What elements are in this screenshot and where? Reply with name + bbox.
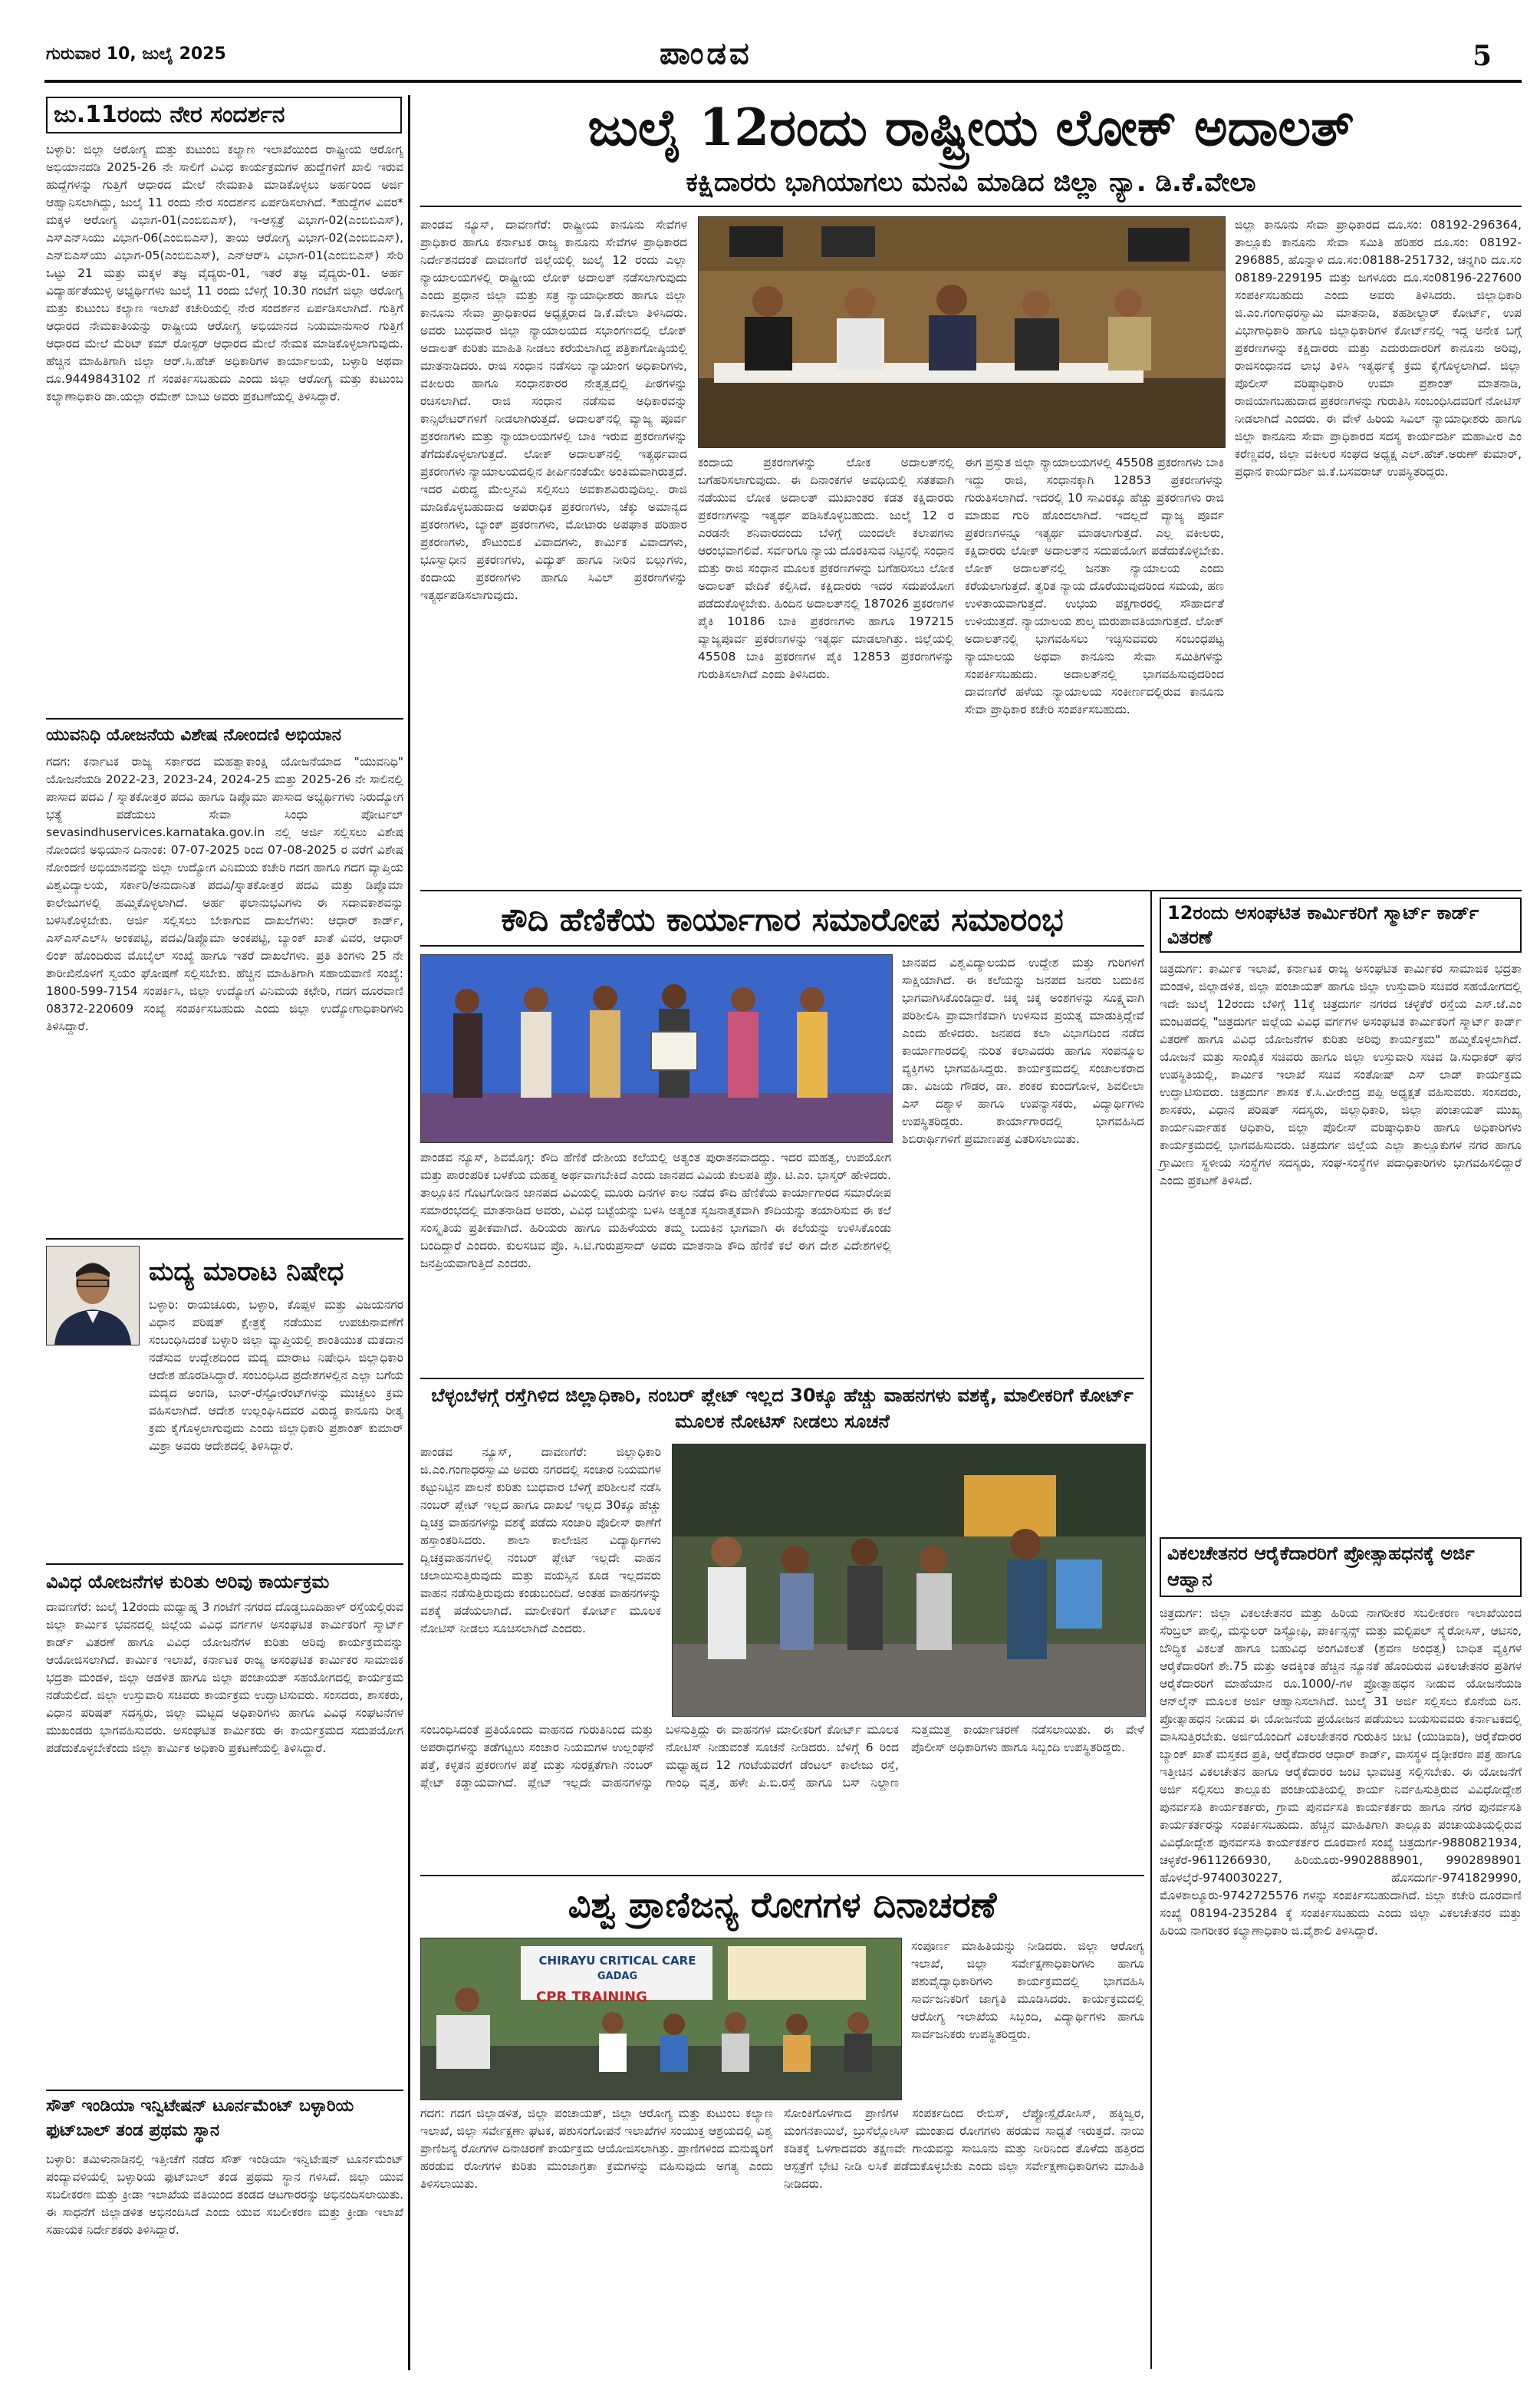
article-title-interview: ಜು.11ರಂದು ನೇರ ಸಂದರ್ಶನ <box>46 97 402 133</box>
main-bottom-rule <box>420 890 1522 891</box>
main-story-col-1: ಪಾಂಡವ ನ್ಯೂಸ್, ದಾವಣಗೆರೆ: ರಾಷ್ಟ್ರೀಯ ಕಾನೂನು ಸೇವೆಗಳ ಪ್ರಾಧಿಕಾರ ಹಾಗೂ ಕರ್ನಾಟಕ ರಾಜ್ಯ ಕಾನೂನು ಸೇವೆಗಳ ಪ್ರಾಧಿಕಾರದ ನಿರ್ದೇಶನದಂತೆ ದಾವಣಗೆರೆ ಜಿಲ್ಲೆಯಲ್ಲಿ ಜುಲೈ 12 ರಂದು ಎಲ್ಲಾ ನ್ಯಾಯಾಲಯಗಳಲ್ಲಿ ರಾಷ್ಟ್ರೀಯ ಲೋಕ್ ಅದಾಲತ್ ನಡೆಸಲಾಗುವುದು ಎಂದು ಪ್ರಧಾನ ಜಿಲ್ಲಾ ಮತ್ತು ಸತ್ರ ನ್ಯಾಯಾಧೀಶರು ಹಾಗೂ ಜಿಲ್ಲಾ ಕಾನೂನು ಸೇವಾ ಪ್ರಾಧಿಕಾರದ ಅಧ್ಯಕ್ಷರಾದ ಡಿ.ಕೆ.ವೇಲಾ ತಿಳಿಸಿದರು. ಅವರು ಬುಧವಾರ ಜಿಲ್ಲಾ ನ್ಯಾಯಾಲಯದ ಸಭಾಂಗಣದಲ್ಲಿ ಲೋಕ್ ಅದಾಲತ್ ಕುರಿತು ಮಾಹಿತಿ ನೀಡಲು ಕರೆಯಲಾಗಿದ್ದ ಪತ್ರಿಕಾಗೋಷ್ಠಿಯಲ್ಲಿ ಮಾತನಾಡಿದರು. ರಾಜಿ ಸಂಧಾನ ನಡೆಸಲು ನ್ಯಾಯಾಂಗ ಅಧಿಕಾರಿಗಳು, ವಕೀಲರು ಹಾಗೂ ಸಂಧಾನಕಾರರ ನೇತೃತ್ವದಲ್ಲಿ ಪೀಠಗಳನ್ನು ರಚಿಸಲಾಗಿದೆ. ರಾಜಿ ಸಂಧಾನ ನಡೆಸುವ ಅಧಿಕಾರವನ್ನು ಕಾನ್ಸಿಲೇಟರ್‌ಗಳಿಗೆ ನೀಡಲಾಗಿರುತ್ತದೆ. ಅದಾಲತ್‌ನಲ್ಲಿ ವ್ಯಾಜ್ಯ ಪೂರ್ವ ಪ್ರಕರಣಗಳು ಮತ್ತು ನ್ಯಾಯಾಲಯಗಳಲ್ಲಿ ಬಾಕಿ ಇರುವ ಪ್ರಕರಣಗಳನ್ನು ತೆಗೆದುಕೊಳ್ಳಲಾಗುತ್ತದೆ. ಲೋಕ್ ಅದಾಲತ್‌ನಲ್ಲಿ ಇತ್ಯರ್ಥವಾದ ಪ್ರಕರಣಗಳು ನ್ಯಾಯಾಲಯದಲ್ಲಿನ ತೀರ್ಪಿನಂತೆಯೇ ಅಂತಿಮವಾಗಿರುತ್ತದೆ. ಇದರ ವಿರುದ್ಧ ಮೇಲ್ಮನವಿ ಸಲ್ಲಿಸಲು ಅವಕಾಶವಿರುವುದಿಲ್ಲ. ರಾಜಿ ಮಾಡಿಕೊಳ್ಳಬಹುದಾದ ಅಪರಾಧಿಕ ಪ್ರಕರಣಗಳು, ಚೆಕ್ಕು ಅಮಾನ್ಯದ ಪ್ರಕರಣಗಳು, ಬ್ಯಾಂಕ್ ಪ್ರಕರಣಗಳು, ಮೋಟಾರು ಅಪಘಾತ ಪರಿಹಾರ ಪ್ರಕರಣಗಳು, ಕೌಟುಂಬಿಕ ವಿವಾದಗಳು, ಕಾರ್ಮಿಕ ವಿವಾದಗಳು, ಭೂಸ್ವಾಧೀನ ಪ್ರಕರಣಗಳು, ವಿದ್ಯುತ್ ಹಾಗೂ ನೀರಿನ ಬಿಲ್ಲುಗಳು, ಕಂದಾಯ ಪ್ರಕರಣಗಳು ಹಾಗೂ ಸಿವಿಲ್ ಪ್ರಕರಣಗಳನ್ನು ಇತ್ಯರ್ಥಪಡಿಸಲಾಗುವುದು. <box>420 218 687 602</box>
kaudi-headline: ಕೌದಿ ಹೆಣಿಕೆಯ ಕಾರ್ಯಾಗಾರ ಸಮಾರೋಪ ಸಮಾರಂಭ <box>501 901 1064 938</box>
center-right-divider <box>1150 891 1152 2369</box>
paper-name: ಪಾಂಡವ <box>660 35 752 71</box>
article-body-yuvanidhi: ಗದಗ: ಕರ್ನಾಟಕ ರಾಜ್ಯ ಸರ್ಕಾರದ ಮಹತ್ವಾಕಾಂಕ್ಷಿ ಯೋಜನೆಯಾದ "ಯುವನಿಧಿ" ಯೋಜನೆಯಡಿ 2022-23, 2023-24, 2024-25 ಮತ್ತು 2025-26 ನೇ ಸಾಲಿನಲ್ಲಿ ಪಾಸಾದ ಪದವಿ / ಸ್ನಾತಕೋತ್ತರ ಪದವಿ ಹಾಗೂ ಡಿಪ್ಲೊಮಾ ಪಾಸಾದ ಅಭ್ಯರ್ಥಿಗಳು ನಿರುದ್ಯೋಗ ಭತ್ಯೆ ಪಡೆಯಲು ಸೇವಾ ಸಿಂಧು ಪೋರ್ಟಲ್ sevasindhuservices.karnataka.gov.in ನಲ್ಲಿ ಅರ್ಜಿ ಸಲ್ಲಿಸಲು ವಿಶೇಷ ನೋಂದಣಿ ಅಭಿಯಾನ ದಿನಾಂಕ: 07-07-2025 ರಿಂದ 07-08-2025 ರ ವರೆಗೆ ವಿಶೇಷ ನೋಂದಣಿ ಅಭಿಯಾನವನ್ನು ಜಿಲ್ಲಾ ಉದ್ಯೋಗ ವಿನಿಮಯ ಕಚೇರಿ ಗದಗ ಹಾಗೂ ಗದಗ ವ್ಯಾಪ್ತಿಯ ವಿಶ್ವವಿದ್ಯಾಲಯ, ಸರ್ಕಾರಿ/ಅನುದಾನಿತ ಪದವಿ/ಸ್ನಾತಕೋತ್ತರ ಪದವಿ ಮತ್ತು ಡಿಪ್ಲೊಮಾ ಕಾಲೇಜುಗಳಲ್ಲಿ ಹಮ್ಮಿಕೊಳ್ಳಲಾಗಿದೆ. ಅರ್ಹ ಫಲಾನುಭವಿಗಳು ಈ ಸದಾವಕಾಶವನ್ನು ಬಳಸಿಕೊಳ್ಳಬೇಕು. ಅರ್ಜಿ ಸಲ್ಲಿಸಲು ಬೇಕಾಗುವ ದಾಖಲೆಗಳು: ಆಧಾರ್ ಕಾರ್ಡ್, ಎಸ್‌ಎಸ್‌ಎಲ್‌ಸಿ ಅಂಕಪಟ್ಟಿ, ಪದವಿ/ಡಿಪ್ಲೊಮಾ ಅಂಕಪಟ್ಟಿ, ಬ್ಯಾಂಕ್ ಖಾತೆ ವಿವರ, ಆಧಾರ್ ಲಿಂಕ್ ಹೊಂದಿರುವ ಮೊಬೈಲ್ ಸಂಖ್ಯೆ ಹಾಗೂ ಇತರೆ ದಾಖಲೆಗಳು. ಪ್ರತಿ ತಿಂಗಳು 25 ನೇ ತಾರೀಖಿನೊಳಗೆ ಸ್ವಯಂ ಘೋಷಣೆ ಸಲ್ಲಿಸಬೇಕು. ಹೆಚ್ಚಿನ ಮಾಹಿತಿಗಾಗಿ ಸಹಾಯವಾಣಿ ಸಂಖ್ಯೆ: 1800-599-7154 ಸಂಪರ್ಕಿಸಿ, ಜಿಲ್ಲಾ ಉದ್ಯೋಗ ವಿನಿಮಯ ಕಛೇರಿ, ಗದಗ ದೂರವಾಣಿ 08372-220609 ಸಂಖ್ಯೆ ಸಂಪರ್ಕಿಸಬಹುದು ಎಂದು ಜಿಲ್ಲಾ ಉದ್ಯೋಗಾಧಿಕಾರಿಗಳು ತಿಳಿಸಿದ್ದಾರೆ. <box>46 755 403 1033</box>
portrait-photo <box>46 1246 140 1345</box>
article-title-football: ಸೌತ್ ಇಂಡಿಯಾ ಇನ್ವಿಟೇಷನ್ ಟೂರ್ನಮೆಂಟ್ ಬಳ್ಳಾರಿಯ ಫುಟ್‌ಬಾಲ್ ತಂಡ ಪ್ರಥಮ ಸ್ಥಾನ <box>46 2096 354 2140</box>
main-headline: ಜುಲೈ 12ರಂದು ರಾಷ್ಟ್ರೀಯ ಲೋಕ್ ಅದಾಲತ್ <box>587 97 1354 157</box>
page-number: 5 <box>1473 40 1492 72</box>
article-body-football: ಬಳ್ಳಾರಿ: ತಮಿಳುನಾಡಿನಲ್ಲಿ ಇತ್ತೀಚೆಗೆ ನಡೆದ ಸೌತ್ ಇಂಡಿಯಾ ಇನ್ವಿಟೇಷನ್ ಟೂರ್ನಮೆಂಟ್ ಪಂದ್ಯಾವಳಿಯಲ್ಲಿ ಬಳ್ಳಾರಿಯ ಫುಟ್‌ಬಾಲ್ ತಂಡ ಪ್ರಥಮ ಸ್ಥಾನ ಗಳಿಸಿದೆ. ಜಿಲ್ಲಾ ಯುವ ಸಬಲೀಕರಣ ಮತ್ತು ಕ್ರೀಡಾ ಇಲಾಖೆಯ ವತಿಯಿಂದ ತಂಡದ ಆಟಗಾರರನ್ನು ಅಭಿನಂದಿಸಲಾಯಿತು. ಈ ಸಾಧನೆಗೆ ಜಿಲ್ಲಾಡಳಿತ ಅಭಿನಂದಿಸಿದೆ ಎಂದು ಯುವ ಸಬಲೀಕರಣ ಮತ್ತು ಕ್ರೀಡಾ ಇಲಾಖೆ ಸಹಾಯಕ ನಿರ್ದೇಶಕರು ತಿಳಿಸಿದ್ದಾರೆ. <box>46 2152 403 2237</box>
vehicles-headline: ಬೆಳ್ಳಂಬೆಳಗ್ಗೆ ರಸ್ತೆಗಿಳಿದ ಜಿಲ್ಲಾಧಿಕಾರಿ, ನಂಬರ್ ಪ್ಲೇಟ್ ಇಲ್ಲದ 30ಕ್ಕೂ ಹೆಚ್ಚು ವಾಹನಗಳು ವಶಕ್ಕೆ, ಮಾಲೀಕರಿಗೆ ಕೋರ್ಟ್ ಮೂಲಕ ನೋಟಿಸ್ ನೀಡಲು ಸೂಚನೆ <box>431 1385 1134 1432</box>
zoonoses-headline: ವಿಶ್ವ ಪ್ರಾಣಿಜನ್ಯ ರೋಗಗಳ ದಿನಾಚರಣೆ <box>568 1884 997 1925</box>
zoonoses-body-bottom-left: ಗದಗ: ಗದಗ ಜಿಲ್ಲಾಡಳಿತ, ಜಿಲ್ಲಾ ಪಂಚಾಯತ್, ಜಿಲ್ಲಾ ಆರೋಗ್ಯ ಮತ್ತು ಕುಟುಂಬ ಕಲ್ಯಾಣ ಇಲಾಖೆ, ಜಿಲ್ಲಾ ಸರ್ವೇಕ್ಷಣಾ ಘಟಕ, ಪಶುಸಂಗೋಪನೆ ಇಲಾಖೆಗಳ ಸಂಯುಕ್ತ ಆಶ್ರಯದಲ್ಲಿ ವಿಶ್ವ ಪ್ರಾಣಿಜನ್ಯ ರೋಗಗಳ ದಿನಾಚರಣೆ ಕಾರ್ಯಕ್ರಮ ಆಯೋಜಿಸಲಾಗಿತ್ತು. ಪ್ರಾಣಿಗಳಿಂದ ಮನುಷ್ಯರಿಗೆ ಹರಡುವ ರೋಗಗಳ ಕುರಿತು ಮುಂಜಾಗ್ರತಾ ಕ್ರಮಗಳನ್ನು ವಹಿಸುವುದು ಅಗತ್ಯ ಎಂದು ತಿಳಿಸಲಾಯಿತು. <box>420 2106 773 2191</box>
masthead <box>0 0 1540 72</box>
left-column-divider <box>408 95 410 2370</box>
left-divider-1 <box>46 718 403 720</box>
zoonoses-body-right: ಸಂಪೂರ್ಣ ಮಾಹಿತಿಯನ್ನು ನೀಡಿದರು. ಜಿಲ್ಲಾ ಆರೋಗ್ಯ ಇಲಾಖೆ, ಜಿಲ್ಲಾ ಸರ್ವೇಕ್ಷಣಾಧಿಕಾರಿಗಳು ಹಾಗೂ ಪಶುವೈದ್ಯಾಧಿಕಾರಿಗಳು ಕಾರ್ಯಕ್ರಮದಲ್ಲಿ ಭಾಗವಹಿಸಿ ಸಾರ್ವಜನಿಕರಿಗೆ ಜಾಗೃತಿ ಮೂಡಿಸಿದರು. ಕಾರ್ಯಕ್ರಮದಲ್ಲಿ ಆರೋಗ್ಯ ಇಲಾಖೆಯ ಸಿಬ್ಬಂದಿ, ವಿದ್ಯಾರ್ಥಿಗಳು ಹಾಗೂ ಸಾರ್ವಜನಿಕರು ಉಪಸ್ಥಿತರಿದ್ದರು. <box>911 1939 1144 2041</box>
article-body-awareness: ದಾವಣಗೆರೆ: ಜುಲೈ 12ರಂದು ಮಧ್ಯಾಹ್ನ 3 ಗಂಟೆಗೆ ನಗರದ ದೊಡ್ಡಬೂದಿಹಾಳ್ ರಸ್ತೆಯಲ್ಲಿರುವ ಜಿಲ್ಲಾ ಕಾರ್ಮಿಕ ಭವನದಲ್ಲಿ ಜಿಲ್ಲೆಯ ವಿವಿಧ ವರ್ಗಗಳ ಅಸಂಘಟಿತ ಕಾರ್ಮಿಕರಿಗೆ ಸ್ಮಾರ್ಟ್ ಕಾರ್ಡ್ ವಿತರಣೆ ಹಾಗೂ ವಿವಿಧ ಯೋಜನೆಗಳ ಕುರಿತು ಅರಿವು ಕಾರ್ಯಕ್ರಮವನ್ನು ಆಯೋಜಿಸಲಾಗಿದೆ. ಕಾರ್ಮಿಕ ಇಲಾಖೆ, ಕರ್ನಾಟಕ ರಾಜ್ಯ ಅಸಂಘಟಿತ ಕಾರ್ಮಿಕರ ಸಾಮಾಜಿಕ ಭದ್ರತಾ ಮಂಡಳಿ, ಜಿಲ್ಲಾ ಆಡಳಿತ ಹಾಗೂ ಜಿಲ್ಲಾ ಪಂಚಾಯತ್ ಸಹಯೋಗದಲ್ಲಿ ಕಾರ್ಯಕ್ರಮ ನಡೆಯಲಿದೆ. ಜಿಲ್ಲಾ ಉಸ್ತುವಾರಿ ಸಚಿವರು ಕಾರ್ಯಕ್ರಮ ಉದ್ಘಾಟಿಸುವರು. ಸಂಸದರು, ಶಾಸಕರು, ವಿಧಾನ ಪರಿಷತ್ ಸದಸ್ಯರು, ಜಿಲ್ಲಾ ಮಟ್ಟದ ಅಧಿಕಾರಿಗಳು ಹಾಗೂ ವಿವಿಧ ಸಂಘಟನೆಗಳ ಮುಖಂಡರು ಭಾಗವಹಿಸುವರು. ಅಸಂಘಟಿತ ಕಾರ್ಮಿಕರು ಈ ಕಾರ್ಯಕ್ರಮದ ಸದುಪಯೋಗ ಪಡೆದುಕೊಳ್ಳಬೇಕೆಂದು ಜಿಲ್ಲಾ ಕಾರ್ಮಿಕ ಅಧಿಕಾರಿ ಪ್ರಕಟಣೆಯಲ್ಲಿ ತಿಳಿಸಿದ್ದಾರೆ. <box>46 1600 403 1755</box>
main-subheadline: ಕಕ್ಷಿದಾರರು ಭಾಗಿಯಾಗಲು ಮನವಿ ಮಾಡಿದ ಜಿಲ್ಲಾ ನ್ಯಾ. ಡಿ.ಕೆ.ವೇಲಾ <box>686 167 1256 198</box>
masthead-rule <box>44 80 1522 83</box>
vehicles-body-left: ಪಾಂಡವ ನ್ಯೂಸ್, ದಾವಣಗೆರೆ: ಜಿಲ್ಲಾಧಿಕಾರಿ ಜಿ.ಎಂ.ಗಂಗಾಧರಸ್ವಾಮಿ ಅವರು ನಗರದಲ್ಲಿ ಸಂಚಾರ ನಿಯಮಗಳ ಕಟ್ಟುನಿಟ್ಟಿನ ಪಾಲನೆ ಕುರಿತು ಬುಧವಾರ ಬೆಳಿಗ್ಗೆ ಪರಿಶೀಲನೆ ನಡೆಸಿ ನಂಬರ್ ಪ್ಲೇಟ್ ಇಲ್ಲದ ಹಾಗೂ ದಾಖಲೆ ಇಲ್ಲದ 30ಕ್ಕೂ ಹೆಚ್ಚು ದ್ವಿಚಕ್ರ ವಾಹನಗಳನ್ನು ವಶಕ್ಕೆ ಪಡೆದು ಸಂಚಾರಿ ಪೊಲೀಸ್ ಠಾಣೆಗೆ ಹಸ್ತಾಂತರಿಸಿದರು. ಶಾಲಾ ಕಾಲೇಜಿನ ವಿದ್ಯಾರ್ಥಿಗಳು ದ್ವಿಚಕ್ರವಾಹನಗಳಲ್ಲಿ ನಂಬರ್ ಪ್ಲೇಟ್ ಇಲ್ಲದೇ ವಾಹನ ಚಲಾಯಿಸುತ್ತಿರುವುದು ಮತ್ತು ವಯಸ್ಸಿನ ಕೂಡ ಇಲ್ಲದವರು ವಾಹನ ನಡೆಸುತ್ತಿರುವುದು ಕಂಡುಬಂದಿದೆ. ಅಂತಹ ವಾಹನಗಳನ್ನು ವಶಕ್ಕೆ ಪಡೆಯಲಾಗಿದೆ. ಮಾಲೀಕರಿಗೆ ಕೋರ್ಟ್ ಮೂಲಕ ನೋಟಿಸ್ ನೀಡಲು ಸೂಚಿಸಲಾಗಿದೆ ಎಂದರು. <box>420 1445 661 1635</box>
main-sub-rule <box>420 206 1522 207</box>
article-body-smart-card: ಚಿತ್ರದುರ್ಗ: ಕಾರ್ಮಿಕ ಇಲಾಖೆ, ಕರ್ನಾಟಕ ರಾಜ್ಯ ಅಸಂಘಟಿತ ಕಾರ್ಮಿಕರ ಸಾಮಾಜಿಕ ಭದ್ರತಾ ಮಂಡಳಿ, ಜಿಲ್ಲಾಡಳಿತ, ಜಿಲ್ಲಾ ಪಂಚಾಯತ್ ಹಾಗೂ ಜಿಲ್ಲಾ ಉಸ್ತುವಾರಿ ಸಚಿವರ ಸಹಯೋಗದಲ್ಲಿ ಇದೇ ಜುಲೈ 12ರಂದು ಬೆಳಿಗ್ಗೆ 11ಕ್ಕೆ ಚಿತ್ರದುರ್ಗ ನಗರದ ಚಳ್ಳಕೆರೆ ರಸ್ತೆಯ ಎಸ್.ಜೆ.ಎಂ ಮಂಟಪದಲ್ಲಿ "ಚಿತ್ರದುರ್ಗ ಜಿಲ್ಲೆಯ ವಿವಿಧ ವರ್ಗಗಳ ಅಸಂಘಟಿತ ಕಾರ್ಮಿಕರಿಗೆ ಸ್ಮಾರ್ಟ್ ಕಾರ್ಡ್ ವಿತರಣೆ ಹಾಗೂ ವಿವಿಧ ಯೋಜನೆಗಳ ಕುರಿತು ಅರಿವು ಕಾರ್ಯಕ್ರಮ" ಹಮ್ಮಿಕೊಳ್ಳಲಾಗಿದೆ. ಯೋಜನೆ ಮತ್ತು ಸಾಂಖ್ಯಿಕ ಸಚಿವರು ಹಾಗೂ ಜಿಲ್ಲಾ ಉಸ್ತುವಾರಿ ಸಚಿವ ಡಿ.ಸುಧಾಕರ್ ಘನ ಉಪಸ್ಥಿತಿಯಲ್ಲಿ, ಕಾರ್ಮಿಕ ಇಲಾಖೆ ಸಚಿವ ಸಂತೋಷ್ ಎಸ್ ಲಾಡ್ ಕಾರ್ಯಕ್ರಮ ಉದ್ಘಾಟಿಸುವರು. ಚಿತ್ರದುರ್ಗ ಶಾಸಕ ಕೆ.ಸಿ.ವೀರೇಂದ್ರ ಪಪ್ಪಿ ಅಧ್ಯಕ್ಷತೆ ವಹಿಸುವರು. ಸಂಸದರು, ಶಾಸಕರು, ವಿಧಾನ ಪರಿಷತ್ ಸದಸ್ಯರು, ಜಿಲ್ಲಾಧಿಕಾರಿ, ಜಿಲ್ಲಾ ಪಂಚಾಯತ್ ಮುಖ್ಯ ಕಾರ್ಯನಿರ್ವಾಹಕ ಅಧಿಕಾರಿ, ಜಿಲ್ಲಾ ಪೊಲೀಸ್ ವರಿಷ್ಠಾಧಿಕಾರಿ ಹಾಗೂ ಅಧಿಕಾರಿಗಳು ಕಾರ್ಯಕ್ರಮದಲ್ಲಿ ಭಾಗವಹಿಸುವರು. ಚಿತ್ರದುರ್ಗ ಜಿಲ್ಲೆಯ ಎಲ್ಲಾ ತಾಲ್ಲೂಕುಗಳ ನಗರ ಹಾಗೂ ಗ್ರಾಮೀಣ ಸ್ಥಳೀಯ ಸಂಸ್ಥೆಗಳ ಸದಸ್ಯರು, ಸಂಘ-ಸಂಸ್ಥೆಗಳ ಪದಾಧಿಕಾರಿಗಳು ಭಾಗವಹಿಸಲಿದ್ದಾರೆ ಎಂದು ಪ್ರಕಟಣೆ ತಿಳಿಸಿದೆ. <box>1160 962 1522 1187</box>
article-body-interview: ಬಳ್ಳಾರಿ: ಜಿಲ್ಲಾ ಆರೋಗ್ಯ ಮತ್ತು ಕುಟುಂಬ ಕಲ್ಯಾಣ ಇಲಾಖೆಯಿಂದ ರಾಷ್ಟ್ರೀಯ ಆರೋಗ್ಯ ಅಭಿಯಾನದಡಿ 2025-26 ನೇ ಸಾಲಿಗೆ ವಿವಿಧ ಕಾರ್ಯಕ್ರಮಗಳ ಹುದ್ದೆಗಳಿಗೆ ಖಾಲಿ ಇರುವ ಹುದ್ದೆಗಳನ್ನು ಗುತ್ತಿಗೆ ಆಧಾರದ ಮೇಲೆ ನೇಮಕಾತಿ ಮಾಡಿಕೊಳ್ಳಲು ಅರ್ಹರಿಂದ ಅರ್ಜಿ ಆಹ್ವಾನಿಸಲಾಗಿದ್ದು, ಜುಲೈ 11 ರಂದು ನೇರ ಸಂದರ್ಶನ ಏರ್ಪಡಿಸಲಾಗಿದೆ. *ಹುದ್ದೆಗಳ ವಿವರ* ಮಕ್ಕಳ ಆರೋಗ್ಯ ವಿಭಾಗ-01(ಎಂಬಿಬಿಎಸ್), ಇ-ಆಸ್ಪತ್ರೆ ವಿಭಾಗ-02(ಎಂಬಿಬಿಎಸ್), ಎಸ್‌ಎನ್‌ಸಿಯು ವಿಭಾಗ-06(ಎಂಬಿಬಿಎಸ್), ತಾಯಿ ಆರೋಗ್ಯ ವಿಭಾಗ-02(ಎಂಬಿಬಿಎಸ್), ಎನ್‌ಬಿಎಸ್‌ಯು ವಿಭಾಗ-05(ಎಂಬಿಬಿಎಸ್), ಎನ್‌ಆರ್‌ಸಿ ವಿಭಾಗ-01(ಎಂಬಿಬಿಎಸ್) ಸೇರಿ ಒಟ್ಟು 21 ಮತ್ತು ಮಕ್ಕಳ ತಜ್ಞ ವೈದ್ಯರು-01, ಇತರೆ ತಜ್ಞ ವೈದ್ಯರು-01. ಅರ್ಹ ವಿದ್ಯಾರ್ಹತೆಯುಳ್ಳ ಅಭ್ಯರ್ಥಿಗಳು ಜುಲೈ 11 ರಂದು ಬೆಳಿಗ್ಗೆ 10.30 ಗಂಟೆಗೆ ಜಿಲ್ಲಾ ಆರೋಗ್ಯ ಮತ್ತು ಕುಟುಂಬ ಕಲ್ಯಾಣ ಇಲಾಖೆ ಕಚೇರಿಯಲ್ಲಿ ನೇರ ಸಂದರ್ಶನ ಏರ್ಪಡಿಸಲಾಗಿದೆ. ಗುತ್ತಿಗೆ ಆಧಾರದ ನೇಮಕಾತಿಯನ್ನು ರಾಷ್ಟ್ರೀಯ ಆರೋಗ್ಯ ಅಭಿಯಾನದ ನಿಯಮಾನುಸಾರ ಗುತ್ತಿಗೆ ಆಧಾರದ ಮೇಲೆ ಮೆರಿಟ್ ಕಮ್ ರೋಸ್ಟರ್ ಆಧಾರದ ಮೇಲೆ ನೇಮಕ ಮಾಡಿಕೊಳ್ಳಲಾಗುವುದು. ಹೆಚ್ಚಿನ ಮಾಹಿತಿಗಾಗಿ ಜಿಲ್ಲಾ ಆರ್‌.ಸಿ.ಹೆಚ್ ಅಧಿಕಾರಿಗಳ ಕಾರ್ಯಾಲಯ, ಬಳ್ಳಾರಿ ಅಥವಾ ದೂ.9449843102 ಗೆ ಸಂಪರ್ಕಿಸಬಹುದು ಎಂದು ಜಿಲ್ಲಾ ಆರೋಗ್ಯ ಮತ್ತು ಕುಟುಂಬ ಕಲ್ಯಾಣಾಧಿಕಾರಿ ಡಾ.ಯಲ್ಲಾ ರಮೇಶ್ ಬಾಬು ಅವರು ಪ್ರಕಟಣೆಯಲ್ಲಿ ತಿಳಿಸಿದ್ದಾರೆ. <box>46 143 403 403</box>
portrait-figure-icon <box>47 1247 139 1345</box>
main-story-col-2: ಕಂದಾಯ ಪ್ರಕರಣಗಳನ್ನು ಲೋಕ ಅದಾಲತ್‌ನಲ್ಲಿ ಬಗೆಹರಿಸಲಾಗುವುದು. ಈ ದಿನಾಂಕಗಳ ಅವಧಿಯಲ್ಲಿ ಸತತವಾಗಿ ನಡೆಯುವ ಲೋಕ ಅದಾಲತ್ ಮುಖಾಂತರ ಕಡತ ಕಕ್ಷಿದಾರರು ಪ್ರಕರಣಗಳನ್ನು ಇತ್ಯರ್ಥ ಪಡಿಸಿಕೊಳ್ಳಬಹುದು. ಜುಲೈ 12 ರ ಎರಡನೇ ಶನಿವಾರದಂದು ಬೆಳಿಗ್ಗೆ ಯಿಂದಲೇ ಕಲಾಪಗಳು ಆರಂಭವಾಗಲಿವೆ. ಸರ್ವರಿಗೂ ನ್ಯಾಯ ದೊರಕಿಸುವ ನಿಟ್ಟಿನಲ್ಲಿ ಸಂಧಾನ ಮತ್ತು ರಾಜಿ ಸಂಧಾನ ಮೂಲಕ ಪ್ರಕರಣಗಳನ್ನು ಬಗೆಹರಿಸಲು ಲೋಕ ಅದಾಲತ್ ವೇದಿಕೆ ಕಲ್ಪಿಸಿದೆ. ಕಕ್ಷಿದಾರರು ಇದರ ಸದುಪಯೋಗ ಪಡೆದುಕೊಳ್ಳಬೇಕು. ಹಿಂದಿನ ಅದಾಲತ್‌ನಲ್ಲಿ 187026 ಪ್ರಕರಣಗಳ ಪೈಕಿ 10186 ಬಾಕಿ ಪ್ರಕರಣಗಳು ಹಾಗೂ 197215 ವ್ಯಾಜ್ಯಪೂರ್ವ ಪ್ರಕರಣಗಳನ್ನು ಇತ್ಯರ್ಥ ಮಾಡಲಾಗಿತ್ತು. ಜಿಲ್ಲೆಯಲ್ಲಿ 45508 ಬಾಕಿ ಪ್ರಕರಣಗಳ ಪೈಕಿ 12853 ಪ್ರಕರಣಗಳನ್ನು ಗುರುತಿಸಲಾಗಿದೆ ಎಂದು ತಿಳಿಸಿದರು. <box>698 456 954 681</box>
left-divider-2 <box>46 1238 403 1240</box>
article-body-liquor-ban-cont <box>46 1353 403 1554</box>
kaudi-bottom-rule <box>420 1378 1144 1379</box>
workshop-photo <box>420 954 893 1143</box>
left-divider-4 <box>46 2090 403 2091</box>
poster-text: CPR TRAINING <box>536 1989 647 2005</box>
article-title-smart-card: 12ರಂದು ಅಸಂಘಟಿತ ಕಾರ್ಮಿಕರಿಗೆ ಸ್ಮಾರ್ಟ್ ಕಾರ್ಡ್ ವಿತರಣೆ <box>1160 897 1522 953</box>
kaudi-head-rule <box>420 945 1144 947</box>
article-title-caregiver: ವಿಕಲಚೇತನರ ಆರೈಕೆದಾರರಿಗೆ ಪ್ರೋತ್ಸಾಹಧನಕ್ಕೆ ಅರ್ಜಿ ಆಹ್ವಾನ <box>1160 1537 1522 1597</box>
left-divider-3 <box>46 1563 403 1565</box>
vehicle-check-photo <box>672 1444 1146 1717</box>
main-story-col-4: ಜಿಲ್ಲಾ ಕಾನೂನು ಸೇವಾ ಪ್ರಾಧಿಕಾರದ ದೂ.ಸಂ: 08192-296364, ತಾಲ್ಲೂಕು ಕಾನೂನು ಸೇವಾ ಸಮಿತಿ ಹರಿಹರ ದೂ.ಸಂ: 08192-296885, ಹೊನ್ನಾಳಿ ದೂ.ಸಂ:08188-251732, ಚನ್ನಗಿರಿ ದೂ.ಸಂ 08189-229195 ಮತ್ತು ಜಗಳೂರು ದೂ.ಸಂ08196-227600 ಸಂಪರ್ಕಿಸಬಹುದು ಎಂದು ಅವರು ತಿಳಿಸಿದರು. ಜಿಲ್ಲಾಧಿಕಾರಿ ಜಿ.ಎಂ.ಗಂಗಾಧರಸ್ವಾಮಿ ಮಾತನಾಡಿ, ತಹಶೀಲ್ದಾರ್ ಕೋರ್ಟ್, ಉಪ ವಿಭಾಗಾಧಿಕಾರಿ ಹಾಗೂ ಜಿಲ್ಲಾಧಿಕಾರಿಗಳ ಕೋರ್ಟ್‌ನಲ್ಲಿ ಇದ್ದ ಅನೇಕ ಬಗ್ಗೆ ಪ್ರಕರಣಗಳನ್ನು ಕಕ್ಷಿದಾರರು ಮತ್ತು ಎದುರುದಾರರಿಗೆ ಕಾನೂನು ಅರಿವು, ರಾಜಿಸಂಧಾನದ ಲಾಭ ತಿಳಿಸಿ ಇತ್ಯರ್ಥಕ್ಕೆ ಕ್ರಮ ಕೈಗೊಳ್ಳಲಾಗಿದೆ. ಜಿಲ್ಲಾ ಪೊಲೀಸ್ ವರಿಷ್ಠಾಧಿಕಾರಿ ಉಮಾ ಪ್ರಶಾಂತ್ ಮಾತನಾಡಿ, ರಾಜಿಯಾಗಬಹುದಾದ ಪ್ರಕರಣಗಳನ್ನು ಗುರುತಿಸಿ ಸಂಬಂಧಿಸಿದವರಿಗೆ ನೋಟಿಸ್ ನೀಡಲಾಗಿದೆ ಎಂದರು. ಈ ವೇಳೆ ಹಿರಿಯ ಸಿವಿಲ್ ನ್ಯಾಯಾಧೀಶರು ಹಾಗೂ ಜಿಲ್ಲಾ ಕಾನೂನು ಸೇವಾ ಪ್ರಾಧಿಕಾರದ ಸದಸ್ಯ ಕಾರ್ಯದರ್ಶಿ ಮಹಾವೀರ ಎಂ ಕರೆಣ್ಣವರ, ಜಿಲ್ಲಾ ವಕೀಲರ ಸಂಘದ ಅಧ್ಯಕ್ಷ ಎಲ್.ಹೆಚ್.ಅರುಣ್ ಕುಮಾರ್, ಪ್ರಧಾನ ಕಾರ್ಯದರ್ಶಿ ಜಿ.ಕೆ.ಬಸವರಾಜ್ ಉಪಸ್ಥಿತರಿದ್ದರು. <box>1235 218 1522 479</box>
article-body-liquor-ban: ಬಳ್ಳಾರಿ: ರಾಯಚೂರು, ಬಳ್ಳಾರಿ, ಕೊಪ್ಪಳ ಮತ್ತು ವಿಜಯನಗರ ವಿಧಾನ ಪರಿಷತ್ ಕ್ಷೇತ್ರಕ್ಕೆ ನಡೆಯುವ ಉಪಚುನಾವಣೆಗೆ ಸಂಬಂಧಿಸಿದಂತೆ ಬಳ್ಳಾರಿ ಜಿಲ್ಲಾ ವ್ಯಾಪ್ತಿಯಲ್ಲಿ ಶಾಂತಿಯುತ ಮತದಾನ ನಡೆಸುವ ಉದ್ದೇಶದಿಂದ ಮದ್ಯ ಮಾರಾಟ ನಿಷೇಧಿಸಿ ಜಿಲ್ಲಾಧಿಕಾರಿ ಆದೇಶ ಹೊರಡಿಸಿದ್ದಾರೆ. ಸಂಬಂಧಿಸಿದ ಪ್ರದೇಶಗಳಲ್ಲಿನ ಎಲ್ಲಾ ಬಗೆಯ ಮದ್ಯದ ಅಂಗಡಿ, ಬಾರ್-ರೆಸ್ಟೋರೆಂಟ್‌ಗಳನ್ನು ಮುಚ್ಚಲು ಕ್ರಮ ವಹಿಸಲಾಗಿದೆ. ಆದೇಶ ಉಲ್ಲಂಘಿಸಿದವರ ವಿರುದ್ಧ ಕಾನೂನು ರೀತ್ಯ ಕ್ರಮ ಕೈಗೊಳ್ಳಲಾಗುವುದು ಎಂದು ಜಿಲ್ಲಾಧಿಕಾರಿ ಪ್ರಶಾಂತ್ ಕುಮಾರ್ ಮಿಶ್ರಾ ಅವರು ಆದೇಶದಲ್ಲಿ ತಿಳಿಸಿದ್ದಾರೆ. <box>149 1298 403 1453</box>
zoonoses-body-bottom-right: ಸೋಂಕಿಗೊಳಗಾದ ಪ್ರಾಣಿಗಳ ಸಂಪರ್ಕದಿಂದ ರೇಬಿಸ್, ಲೆಪ್ಟೋಸ್ಪೈರೋಸಿಸ್, ಹಕ್ಕಿಜ್ವರ, ಮಂಗನಕಾಯಿಲೆ, ಬ್ರುಸೆಲ್ಲೋಸಿಸ್ ಮುಂತಾದ ರೋಗಗಳು ಹರಡುವ ಸಾಧ್ಯತೆ ಇರುತ್ತದೆ. ನಾಯಿ ಕಡಿತಕ್ಕೆ ಒಳಗಾದವರು ತಕ್ಷಣವೇ ಗಾಯವನ್ನು ಸಾಬೂನು ಮತ್ತು ನೀರಿನಿಂದ ತೊಳೆದು ಹತ್ತಿರದ ಆಸ್ಪತ್ರೆಗೆ ಭೇಟಿ ನೀಡಿ ಲಸಿಕೆ ಪಡೆದುಕೊಳ್ಳಬೇಕು ಎಂದು ಜಿಲ್ಲಾ ಸರ್ವೇಕ್ಷಣಾಧಿಕಾರಿಗಳು ಮಾಹಿತಿ ನೀಡಿದರು. <box>784 2106 1144 2191</box>
press-meet-scene-icon <box>699 217 1225 447</box>
banner-subtitle: GADAG <box>597 1971 638 1982</box>
article-body-caregiver: ಚಿತ್ರದುರ್ಗ: ಜಿಲ್ಲಾ ವಿಕಲಚೇತನರ ಮತ್ತು ಹಿರಿಯ ನಾಗರೀಕರ ಸಬಲೀಕರಣ ಇಲಾಖೆಯಿಂದ ಸೆರಿಬ್ರಲ್ ಪಾಲ್ಸಿ, ಮಸ್ಕುಲರ್ ಡಿಸ್ಟ್ರೋಫಿ, ಪಾರ್ಕಿನ್ಸನ್ಸ್ ಮತ್ತು ಮಲ್ಟಿಪಲ್ ಸ್ಕ್ಲೆರೋಸಿಸ್, ಆಟಿಸಂ, ಬೌದ್ಧಿಕ ವಿಕಲತೆ ಹಾಗೂ ಬಹುವಿಧ ಅಂಗವಿಕಲತೆ (ಶ್ರವಣ ಅಂಧತ್ವ) ಬಾಧಿತ ವ್ಯಕ್ತಿಗಳ ಆರೈಕೆದಾರರಿಗೆ ಶೇ.75 ಮತ್ತು ಅದಕ್ಕಿಂತ ಹೆಚ್ಚಿನ ನ್ಯೂನತೆ ಹೊಂದಿರುವ ವಿಕಲಚೇತನರ ಪ್ರತಿಗಳ ಆರೈಕೆದಾರರಿಗೆ ಮಾಹೆಯಾನ ರೂ.1000/-ಗಳ ಪ್ರೋತ್ಸಾಹಧನ ನೀಡುವ ಯೋಜನೆಯಡಿ ಆನ್‌ಲೈನ್ ಮೂಲಕ ಅರ್ಜಿ ಆಹ್ವಾನಿಸಲಾಗಿದೆ. ಜುಲೈ 31 ಅರ್ಜಿ ಸಲ್ಲಿಸಲು ಕೊನೆಯ ದಿನ. ಪ್ರೋತ್ಸಾಹಧನ ನೀಡುವ ಈ ಯೋಜನೆಯ ಪ್ರಯೋಜನ ಪಡೆಯಲು ಬಯಸುವವರು ಕರ್ನಾಟಕದಲ್ಲಿ ವಾಸಿಸುತ್ತಿರಬೇಕು. ಅರ್ಜಿಯೊಂದಿಗೆ ವಿಕಲಚೇತನರ ಗುರುತಿನ ಚೀಟಿ (ಯುಡಿಐಡಿ), ಆರೈಕೆದಾರರ ಬ್ಯಾಂಕ್ ಖಾತೆ ಮಸ್ತಕದ ಪ್ರತಿ, ಆರೈಕೆದಾರರ ಆಧಾರ್ ಕಾರ್ಡ್, ವಾಸಸ್ಥಳ ದೃಢೀಕರಣ ಪತ್ರ ಹಾಗೂ ಇತ್ತೀಚಿನ ವಿಕಲಚೇತನ ಹಾಗೂ ಆರೈಕೆದಾರರ ಜಂಟಿ ಭಾವಚಿತ್ರ ಸಲ್ಲಿಸಬೇಕು. ಈ ಯೋಜನೆಗೆ ಅರ್ಜಿ ಸಲ್ಲಿಸಲು ತಾಲ್ಲೂಕು ಪಂಚಾಯತಿಯಲ್ಲಿ ಕಾರ್ಯ ನಿರ್ವಹಿಸುತ್ತಿರುವ ವಿವಿಧೋದ್ದೇಶ ಪುನರ್ವಸತಿ ಕಾರ್ಯಕರ್ತರು, ಗ್ರಾಮ ಪುನರ್ವಸತಿ ಕಾರ್ಯಕರ್ತರು ಹಾಗೂ ನಗರ ಪುನರ್ವಸತಿ ಕಾರ್ಯಕರ್ತರನ್ನು ಸಂಪರ್ಕಿಸಬಹುದು. ಹೆಚ್ಚಿನ ಮಾಹಿತಿಗಾಗಿ ತಾಲ್ಲೂಕು ಪಂಚಾಯತಿಯಲ್ಲಿರುವ ವಿವಿಧೋದ್ದೇಶ ಪುನರ್ವಸತಿ ಕಾರ್ಯಕರ್ತರ ದೂರವಾಣಿ ಸಂಖ್ಯೆ ಚಿತ್ರದುರ್ಗ-9880821934, ಚಳ್ಳಕೆರೆ-9611266930, ಹಿರಿಯೂರು-9902888901, 9902898901 ಹೊಳಲ್ಕೆರೆ-9740030227, ಹೊಸದುರ್ಗ-9741829990, ಮೊಳಕಾಲ್ಮೂರು-9742725576 ಗಳನ್ನು ಸಂಪರ್ಕಿಸಬಹುದಾಗಿದೆ. ಜಿಲ್ಲಾ ಕಚೇರಿ ದೂರವಾಣಿ ಸಂಖ್ಯೆ 08194-235284 ಕ್ಕೆ ಸಂಪರ್ಕಿಸಬಹುದು ಎಂದು ಜಿಲ್ಲಾ ವಿಕಲಚೇತನರ ಮತ್ತು ಹಿರಿಯ ನಾಗರೀಕರ ಕಲ್ಯಾಣಾಧಿಕಾರಿ ಜಿ.ವೈಶಾಲಿ ತಿಳಿಸಿದ್ದಾರೆ. <box>1160 1606 1522 1938</box>
issue-date: ಗುರುವಾರ 10, ಜುಲೈ 2025 <box>46 44 226 64</box>
street-scene-icon <box>673 1444 1145 1716</box>
banner-title: CHIRAYU CRITICAL CARE <box>538 1954 696 1968</box>
article-title-awareness: ವಿವಿಧ ಯೋಜನೆಗಳ ಕುರಿತು ಅರಿವು ಕಾರ್ಯಕ್ರಮ <box>46 1571 330 1592</box>
kaudi-body-left: ಪಾಂಡವ ನ್ಯೂಸ್, ಶಿವಮೊಗ್ಗ: ಕೌದಿ ಹೆಣಿಕೆ ದೇಶೀಯ ಕಲೆಯಲ್ಲಿ ಅತ್ಯಂತ ಪುರಾತನವಾದದ್ದು. ಇದರ ಮಹತ್ವ, ಉಪಯೋಗ ಮತ್ತು ಪಾರಂಪರಿಕ ಬಳಕೆಯ ಮಹತ್ವ ಅರ್ಥವಾಗಬೇಕಿದೆ ಎಂದು ಜಾನಪದ ವಿವಿಯ ಕುಲಪತಿ ಪ್ರೊ. ಟಿ.ಎಂ. ಭಾಸ್ಕರ್ ಹೇಳಿದರು. ತಾಲ್ಲೂಕಿನ ಗೊಟಗೋಡಿನ ಜಾನಪದ ವಿವಿಯಲ್ಲಿ ಮೂರು ದಿನಗಳ ಕಾಲ ನಡೆದ ಕೌದಿ ಹೆಣಿಕೆಯ ಕಾರ್ಯಾಗಾರದ ಸಮಾರೋಪ ಸಮಾರಂಭದಲ್ಲಿ ಮಾತನಾಡಿದ ಅವರು, ವಿವಿಧ ಬಟ್ಟೆಯನ್ನು ಬಳಸಿ ಅತ್ಯಂತ ಸೃಜನಾತ್ಮಕವಾಗಿ ಕೌದಿಯನ್ನು ತಯಾರಿಸುವ ಈ ಕಲೆ ಸಂಸ್ಕೃತಿಯ ಪ್ರತೀಕವಾಗಿದೆ. ಹಿರಿಯರು ಹಾಗೂ ಮಹಿಳೆಯರು ತಮ್ಮ ಬದುಕಿನ ಭಾಗವಾಗಿ ಈ ಕಲೆಯನ್ನು ಉಳಿಸಿಕೊಂಡು ಬಂದಿದ್ದಾರೆ ಎಂದರು. ಕುಲಸಚಿವ ಪ್ರೊ. ಸಿ.ಟಿ.ಗುರುಪ್ರಸಾದ್ ಅವರು ಮಾತನಾಡಿ ಕೌದಿ ಹೆಣಿಕೆ ಕಲೆ ಈಗ ದೇಶ ವಿದೇಶಗಳಲ್ಲಿ ಜನಪ್ರಿಯವಾಗುತ್ತಿದೆ ಎಂದರು. <box>420 1151 891 1270</box>
vehicles-bottom-rule <box>420 1875 1144 1876</box>
article-title-liquor-ban: ಮದ್ಯ ಮಾರಾಟ ನಿಷೇಧ <box>149 1256 344 1287</box>
workshop-scene-icon <box>421 955 892 1142</box>
kaudi-body-right: ಜಾನಪದ ವಿಶ್ವವಿದ್ಯಾಲಯದ ಉದ್ದೇಶ ಮತ್ತು ಗುರಿಗಳಿಗೆ ಸಾಕ್ಷಿಯಾಗಿದೆ. ಈ ಕಲೆಯನ್ನು ಜನಪದ ಜನರು ಬದುಕಿನ ಭಾಗವಾಗಿಸಿಕೊಂಡಿದ್ದಾರೆ. ಚಿಕ್ಕ ಚಿಕ್ಕ ಅಂಶಗಳನ್ನು ಸೂಕ್ಷ್ಮವಾಗಿ ಪರಿಶೀಲಿಸಿ ಪ್ರಾಮಾಣಿಕವಾಗಿ ಉಳಿಸುವ ಪ್ರಯತ್ನ ಮಾಡುತ್ತಿದ್ದೇವೆ ಎಂದು ಹೇಳಿದರು. ಜನಪದ ಕಲಾ ವಿಭಾಗದಿಂದ ನಡೆದ ಕಾರ್ಯಾಗಾರದಲ್ಲಿ ನುರಿತ ಕಲಾವಿದರು ಹಾಗೂ ಸಂಪನ್ಮೂಲ ವ್ಯಕ್ತಿಗಳು ಭಾಗವಹಿಸಿದ್ದರು. ಕಾರ್ಯಕ್ರಮದಲ್ಲಿ ಸಂಚಾಲಕರಾದ ಡಾ. ವಿಜಯ ಗೌಡರ, ಡಾ. ಶಂಕರ ಕುಂದಗೋಳ, ಶಿವಲೀಲಾ ಎಸ್ ದಶ್ಯಾಳ ಹಾಗೂ ಉಪನ್ಯಾಸಕರು, ವಿದ್ಯಾರ್ಥಿಗಳು ಉಪಸ್ಥಿತರಿದ್ದರು. ಕಾರ್ಯಾಗಾರದಲ್ಲಿ ಭಾಗವಹಿಸಿದ ಶಿಬಿರಾರ್ಥಿಗಳಿಗೆ ಪ್ರಮಾಣಪತ್ರ ವಿತರಿಸಲಾಯಿತು. <box>902 956 1144 1146</box>
article-title-yuvanidhi: ಯುವನಿಧಿ ಯೋಜನೆಯ ವಿಶೇಷ ನೋಂದಣಿ ಅಭಿಯಾನ <box>46 726 341 745</box>
vehicles-body-bottom: ಸಂಬಂಧಿಸಿದಂತೆ ಪ್ರತಿಯೊಂದು ವಾಹನದ ಗುರುತಿನಿಂದ ಮತ್ತು ಅಪರಾಧಗಳನ್ನು ತಡೆಗಟ್ಟಲು ಸಂಚಾರ ನಿಯಮಗಳ ಉಲ್ಲಂಘನೆ ಪತ್ತೆ, ಕಳ್ಳತನ ಪ್ರಕರಣಗಳ ಪತ್ತೆ ಮತ್ತು ಸುರಕ್ಷತೆಗಾಗಿ ನಂಬರ್ ಪ್ಲೇಟ್ ಕಡ್ಡಾಯವಾಗಿದೆ. ಪ್ಲೇಟ್ ಇಲ್ಲದೇ ವಾಹನಗಳನ್ನು ಬಳಸುತ್ತಿದ್ದು ಈ ವಾಹನಗಳ ಮಾಲೀಕರಿಗೆ ಕೋರ್ಟ್ ಮೂಲಕ ನೋಟಿಸ್ ನೀಡುವಂತೆ ಸೂಚನೆ ನೀಡಿದರು. ಬೆಳಿಗ್ಗೆ 6 ರಿಂದ ಮಧ್ಯಾಹ್ನದ 12 ಗಂಟೆಯವರೆಗೆ ಡೆಂಟಲ್ ಕಾಲೇಜು ರಸ್ತೆ, ಗಾಂಧಿ ವೃತ್ತ, ಹಳೇ ಪಿ.ಬಿ.ರಸ್ತೆ ಹಾಗೂ ಬಸ್ ನಿಲ್ದಾಣ ಸುತ್ತಮುತ್ತ ಕಾರ್ಯಾಚರಣೆ ನಡೆಸಲಾಯಿತು. ಈ ವೇಳೆ ಪೊಲೀಸ್ ಅಧಿಕಾರಿಗಳು ಹಾಗೂ ಸಿಬ್ಬಂದಿ ಉಪಸ್ಥಿತರಿದ್ದರು. <box>420 1723 1144 1790</box>
zoonoses-photo <box>420 1938 902 2100</box>
press-meet-photo <box>698 216 1226 448</box>
main-story-col-3: ಈಗ ಪ್ರಸ್ತುತ ಜಿಲ್ಲಾ ನ್ಯಾಯಾಲಯಗಳಲ್ಲಿ 45508 ಪ್ರಕರಣಗಳು ಬಾಕಿ ಇದ್ದು ರಾಜಿ, ಸಂಧಾನಕ್ಕಾಗಿ 12853 ಪ್ರಕರಣಗಳನ್ನು ಗುರುತಿಸಲಾಗಿದೆ. ಇದರಲ್ಲಿ 10 ಸಾವಿರಕ್ಕೂ ಹೆಚ್ಚು ಪ್ರಕರಣಗಳು ರಾಜಿ ಮಾಡುವ ಗುರಿ ಹೊಂದಲಾಗಿದೆ. ಇದಲ್ಲದೆ ವ್ಯಾಜ್ಯ ಪೂರ್ವ ಪ್ರಕರಣಗಳನ್ನೂ ಇತ್ಯರ್ಥ ಮಾಡಲಾಗುತ್ತದೆ. ಎಲ್ಲ ವಕೀಲರು, ಕಕ್ಷಿದಾರರು ಲೋಕ್ ಅದಾಲತ್‌ನ ಸದುಪಯೋಗ ಪಡೆದುಕೊಳ್ಳಬೇಕು. ಲೋಕ್ ಅದಾಲತ್‌ನಲ್ಲಿ ಜನತಾ ನ್ಯಾಯಾಲಯ ಎಂದು ಕರೆಯಲಾಗುತ್ತದೆ. ತ್ವರಿತ ನ್ಯಾಯ ದೊರೆಯುವುದರಿಂದ ಸಮಯ, ಹಣ ಉಳಿತಾಯವಾಗುತ್ತದೆ. ಉಭಯ ಪಕ್ಷಗಾರರಲ್ಲಿ ಸೌಹಾರ್ದತೆ ಉಳಿಯುತ್ತದೆ. ನ್ಯಾಯಾಲಯ ಶುಲ್ಕ ಮರುಪಾವತಿಯಾಗುತ್ತದೆ. ಲೋಕ್ ಅದಾಲತ್‌ನಲ್ಲಿ ಭಾಗವಹಿಸಲು ಇಚ್ಛಿಸುವವರು ಸಂಬಂಧಪಟ್ಟ ನ್ಯಾಯಾಲಯ ಅಥವಾ ಕಾನೂನು ಸೇವಾ ಸಮಿತಿಗಳನ್ನು ಸಂಪರ್ಕಿಸಬಹುದು. ಅದಾಲತ್‌ನಲ್ಲಿ ಭಾಗವಹಿಸುವುದರಿಂದ ದಾವಣಗೆರೆ ಹಳೆಯ ನ್ಯಾಯಾಲಯ ಸಂಕೀರ್ಣದಲ್ಲಿರುವ ಕಾನೂನು ಸೇವಾ ಪ್ರಾಧಿಕಾರ ಕಚೇರಿ ಸಂಪರ್ಕಿಸಬಹುದು. <box>965 456 1224 716</box>
